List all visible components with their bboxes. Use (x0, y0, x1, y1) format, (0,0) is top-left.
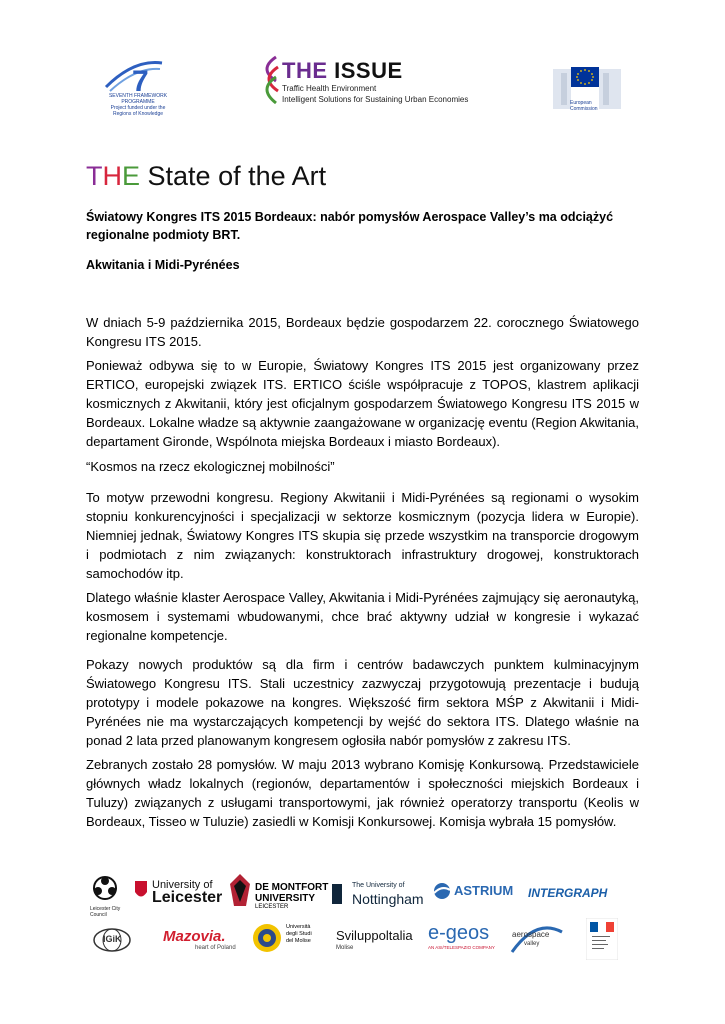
egeos-text: e-geos (428, 922, 490, 944)
issue-line2: Intelligent Solutions for Sustaining Urban Economies (282, 95, 469, 104)
marianne-flag-icon (586, 918, 618, 960)
french-republic-logo (586, 918, 618, 965)
molise-line3: del Molise (286, 938, 311, 944)
title-rest: State of the Art (140, 161, 327, 191)
sviluppo-italia-logo (336, 928, 413, 951)
svg-text:7: 7 (132, 65, 149, 98)
dmu-crest-icon (228, 872, 252, 908)
molise-line2: degli Studi (286, 931, 312, 937)
paragraph-6: Pokazy nowych produktów są dla firm i centrów badawczych punktem kulminacyjnym Światowego Kongresu ITS. Stali uczestnicy zazwyczaj przygotowują prezentacje i budują prototypy i modele pokazowe na kongres. Większość firm sektora MŚP z Akwitanii i Midi-Pyrénées nie ma wystarczających kompetencji by wejść do sektora ITS. Dlatego właśnie na ponad 2 lata przed planowanym kongresem ogłosiła nabór pomysłów z zakresu ITS. (86, 657, 639, 748)
issue-word: ISSUE (327, 58, 403, 83)
paragraph-5: Dlatego właśnie klaster Aerospace Valley, Akwitania i Midi-Pyrénées zajmujący się aeronautyką, kosmosem i systemami wbudowanymi, chce brać aktywny udział w kongresie i wykazać regionalne kompetencje. (86, 590, 639, 643)
nott-main: Nottingham (352, 891, 424, 907)
nott-pre: The University of (352, 882, 405, 889)
title-e: E (122, 161, 141, 191)
aerospace-swoosh-icon (510, 922, 564, 956)
egeos-sub: AN ASI/TELESPAZIO COMPANY (428, 945, 495, 950)
leicester-cc-text: Leicester City Council (90, 906, 121, 918)
title-h: H (102, 161, 122, 191)
dmu-line1: DE MONTFORT (255, 882, 329, 893)
dmu-line2: UNIVERSITY (255, 893, 316, 904)
city-council-emblem-icon (90, 875, 120, 901)
fp7-sub: Project funded under the Regions of Knowledge (110, 105, 166, 117)
mazovia-text: Mazovia. (163, 928, 226, 945)
sviluppo-sub: Molise (336, 945, 354, 951)
paragraph-4: To motyw przewodni kongresu. Regiony Akwitanii i Midi-Pyrénées są regionami o wysokim stopniu konkurencyjności i specjalizacji w sektorze kosmicznym (pozycja lidera w Europie). Niemniej jednak, Światowy Kongres ITS skupia się przede wszystkim na transporcie drogowym i podmiotach z nim związanych: konstruktorach infrastruktury drogowej, konstruktorach samochodów itp. (86, 490, 639, 581)
issue-the: THE (282, 58, 328, 83)
astrium-swoosh-icon (432, 882, 452, 900)
igik-logo (92, 927, 132, 958)
sviluppo-text: Sviluppoltalia (336, 928, 413, 943)
intergraph-text: INTERGRAPH (528, 886, 608, 900)
intergraph-logo (528, 886, 607, 900)
issue-title (282, 58, 403, 84)
aerospace-line2: valley (524, 941, 540, 947)
ec-label1: European (570, 100, 592, 106)
leicester-shield-icon (134, 880, 148, 902)
subtitle: Światowy Kongres ITS 2015 Bordeaux: nabór pomysłów Aerospace Valley’s ma odciążyć regionalne podmioty BRT. (86, 210, 614, 242)
title-t: T (86, 161, 103, 191)
igik-text: IGiK (103, 934, 122, 944)
motto-quote: “Kosmos na rzecz ekologicznej mobilności” (86, 459, 335, 474)
page-title (86, 161, 326, 192)
uol-main: Leicester (152, 889, 223, 906)
paragraph-1: W dniach 5-9 października 2015, Bordeaux będzie gospodarzem 22. corocznego Światowego Kongresu ITS 2015. (86, 315, 639, 349)
molise-line1: Università (286, 924, 311, 930)
paragraph-2: Ponieważ odbywa się to w Europie, Światowy Kongres ITS 2015 jest organizowany przez ERTICO, europejski związek ITS. ERTICO ściśle współpracuje z TOPOS, klastrem aplikacji kosmicznych z Akwitanii, który jest oficjalnym gospodarzem Światowego Kongresu ITS 2015 w Bordeaux. Lokalne władze są aktywnie zaangażowane w organizację eventu (Region Akwitania, departament Gironde, Wspólnota miejska Bordeaux i miasto Bordeaux). (86, 358, 639, 449)
mazovia-sub: heart of Poland (195, 945, 236, 951)
mazovia-logo (163, 928, 236, 951)
nottingham-crest-icon (330, 882, 344, 906)
issue-line1: Traffic Health Environment (282, 84, 377, 93)
region-label: Akwitania i Midi-Pyrénées (86, 258, 240, 272)
uol-pre: University of (152, 879, 213, 891)
molise-seal-icon (252, 922, 282, 954)
dmu-line3: LEICESTER (255, 904, 289, 910)
leicester-city-council-logo (90, 875, 128, 918)
paragraph-7: Zebranych zostało 28 pomysłów. W maju 2013 wybrano Komisję Konkursową. Przedstawiciele głównych władz lokalnych (regionów, departamentów i społeczności miejskich Bordeaux i Tuluzy) związanych z usługami transportowymi, jak również operatorzy transportu (Keolis w Bordeaux, Tisseo w Tuluzie) zasiedli w Komisji Konkursowej. Komisja wybrała 15 pomysłów. (86, 757, 639, 829)
ec-label2: Commission (570, 106, 598, 112)
aerospace-line1: aerospace (512, 930, 550, 939)
e-geos-logo (428, 922, 495, 950)
fp7-label: SEVENTH FRAMEWORK PROGRAMME (108, 93, 168, 105)
issue-swirl-icon (256, 55, 282, 107)
astrium-text: ASTRIUM (454, 883, 514, 898)
